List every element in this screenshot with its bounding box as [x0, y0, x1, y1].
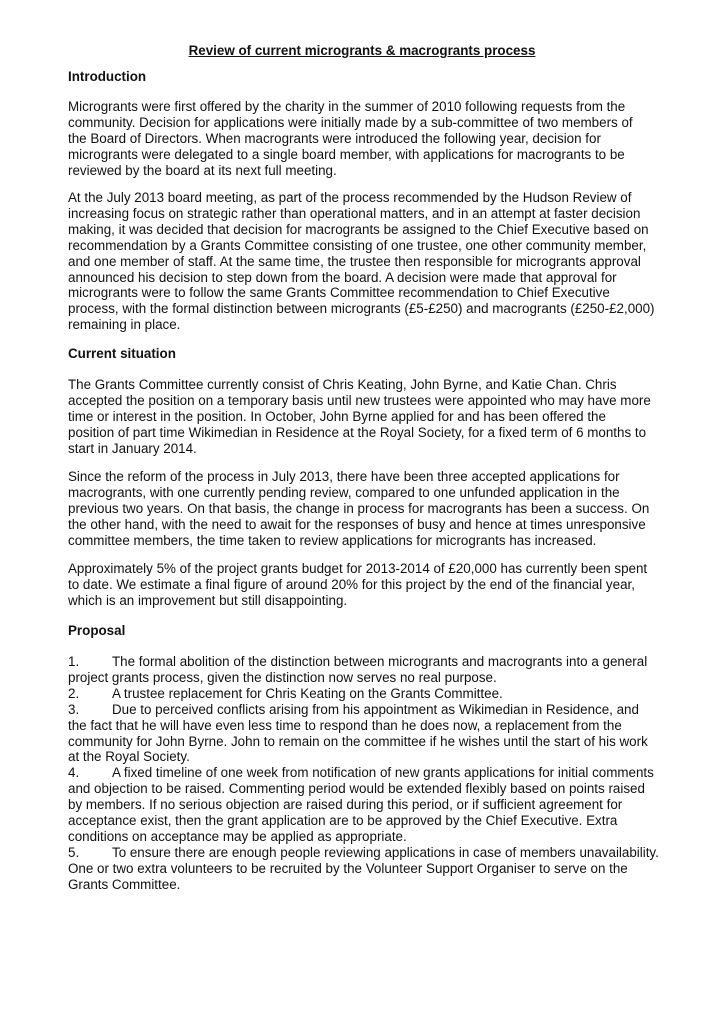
text-line: start in January 2014. [68, 440, 197, 456]
item-number: 4. [68, 765, 80, 781]
text-line: microgrants were delegated to a single board member, with applications for macrogrants to be [68, 146, 625, 162]
text-line [68, 702, 660, 718]
text-line: The Grants Committee currently consist of Chris Keating, John Byrne, and Katie Chan. Chris [68, 377, 617, 392]
proposal-list [68, 654, 660, 893]
text-line: community for John Byrne. John to remain on the committee if he wishes until the start of his work [68, 733, 648, 749]
item-number: 2. [68, 685, 80, 701]
text-line: previous two years. On that basis, the change in process for macrogrants has been a success. On [68, 500, 650, 516]
text-line: Approximately 5% of the project grants budget for 2013-2014 of £20,000 has currently been spent [68, 561, 648, 576]
current-situation-paragraph-3 [68, 561, 660, 609]
text-line: time or interest in the position. In October, John Byrne applied for and has been offered the [68, 408, 606, 424]
text-line: to date. We estimate a final figure of around 20% for this project by the end of the financial year, [68, 576, 635, 592]
text-line: project grants process, given the distinction now serves no real purpose. [68, 669, 497, 685]
current-situation-heading: Current situation [68, 346, 176, 361]
text-line: which is an improvement but still disappointing. [68, 592, 348, 608]
introduction-heading: Introduction [68, 69, 147, 84]
text-line: remaining in place. [68, 317, 181, 333]
text-line: At the July 2013 board meeting, as part of the process recommended by the Hudson Review of [68, 190, 632, 205]
text-line: and objection to be raised. Commenting period would be extended flexibly based on points raised [68, 781, 645, 797]
text-line: at the Royal Society. [68, 749, 190, 765]
current-situation-paragraph-1 [68, 377, 660, 457]
text-line: increasing focus on strategic rather than operational matters, and in an attempt at faster decision [68, 205, 641, 221]
text-line: making, it was decided that decision for macrogrants be assigned to the Chief Executive based on [68, 221, 649, 237]
item-text: Due to perceived conflicts arising from his appointment as Wikimedian in Residence, and [112, 701, 639, 717]
item-text: The formal abolition of the distinction between microgrants and macrogrants into a general [112, 654, 648, 669]
text-line: the Board of Directors. When macrogrants were introduced the following year, decision for [68, 130, 601, 146]
document-title: Review of current microgrants & macrogrants process [188, 43, 536, 58]
proposal-item [68, 702, 660, 766]
item-text: To ensure there are enough people reviewing applications in case of members unavailability. [112, 844, 659, 860]
text-line: and one member of staff. At the same time, the trustee then responsible for microgrants approval [68, 253, 641, 269]
introduction-paragraph-2 [68, 190, 660, 333]
text-line: reviewed by the board at its next full meeting. [68, 162, 337, 178]
text-line [68, 765, 660, 781]
text-line: position of part time Wikimedian in Residence at the Royal Society, for a fixed term of 6 months to [68, 424, 647, 440]
text-line: community. Decision for applications were initially made by a sub-committee of two members of [68, 114, 633, 130]
item-text: A fixed timeline of one week from notification of new grants applications for initial comments [112, 765, 654, 781]
proposal-item [68, 845, 660, 893]
text-line: the other hand, with the need to await for the responses of busy and hence at times unresponsive [68, 516, 646, 532]
proposal-heading: Proposal [68, 623, 126, 638]
text-line [68, 686, 660, 702]
text-line: One or two extra volunteers to be recruited by the Volunteer Support Organiser to serve on the [68, 860, 628, 876]
text-line: acceptance exist, then the grant application are to be approved by the Chief Executive. Extra [68, 813, 618, 829]
text-line: committee members, the time taken to review applications for microgrants has increased. [68, 532, 597, 548]
text-line: Since the reform of the process in July 2013, there have been three accepted applications for [68, 469, 620, 484]
item-number: 3. [68, 701, 80, 717]
current-situation-paragraph-2 [68, 469, 660, 549]
text-line: process, with the formal distinction between microgrants (£5-£250) and macrogrants (£250-£2,000) [68, 301, 655, 317]
text-line: the fact that he will have even less time to respond than he does now, a replacement from the [68, 717, 622, 733]
text-line: recommendation by a Grants Committee consisting of one trustee, one other community member, [68, 237, 647, 253]
text-line [68, 654, 660, 670]
item-text: A trustee replacement for Chris Keating on the Grants Committee. [112, 685, 503, 701]
introduction-paragraph-1 [68, 99, 660, 179]
text-line: announced his decision to step down from the board. A decision were made that approval for [68, 269, 617, 285]
text-line: macrogrants, with one currently pending review, compared to one unfunded application in the [68, 484, 620, 500]
item-number: 1. [68, 654, 80, 669]
text-line: accepted the position on a temporary basis until new trustees were appointed who may have more [68, 392, 651, 408]
text-line: Grants Committee. [68, 876, 181, 892]
proposal-item [68, 765, 660, 845]
text-line: Microgrants were first offered by the charity in the summer of 2010 following requests from the [68, 99, 626, 114]
text-line: microgrants were to follow the same Grants Committee recommendation to Chief Executive [68, 285, 610, 301]
item-number: 5. [68, 844, 80, 860]
text-line: by members. If no serious objection are raised during this period, or if sufficient agreement for [68, 797, 623, 813]
proposal-item [68, 654, 660, 686]
text-line: conditions on acceptance may be applied as appropriate. [68, 828, 407, 844]
proposal-item [68, 686, 660, 702]
text-line [68, 845, 660, 861]
